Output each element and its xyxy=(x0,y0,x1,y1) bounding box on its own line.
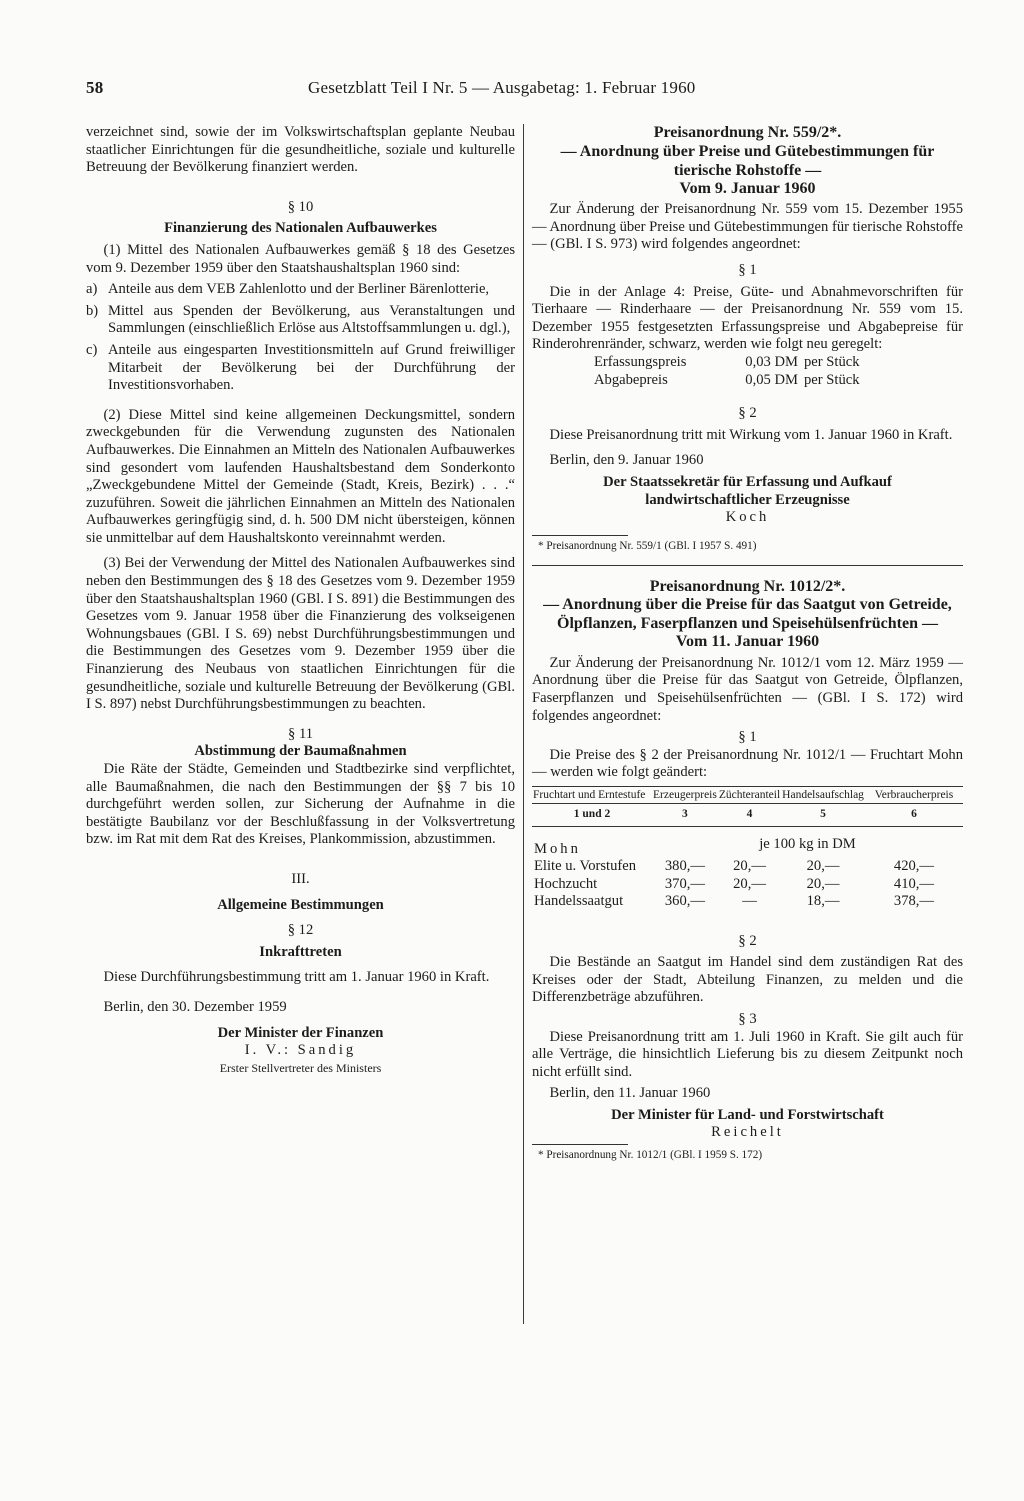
section-12-number: § 12 xyxy=(287,922,314,939)
column-header: Fruchtart und Erntestufe xyxy=(532,787,652,804)
order-1-authority: Der Staatssekretär für Erfassung und Aufkauf landwirtschaftlicher Erzeugnisse xyxy=(603,473,892,508)
order-1-title: Preisanordnung Nr. 559/2*. xyxy=(653,124,842,141)
section-10-paragraph-3: (3) Bei der Verwendung der Mittel des Nationalen Aufbauwerkes sind neben den Bestimmungen des § 18 des Gesetzes vom 9. Dezember 1959 über den Staatshaushaltsplan 1960 (GBl. I S. 891) die Bestimmungen des Gesetzes vom 9. Januar 1958 über die Finanzierung des volkseigenen Wohnungsbaues (GBl. I S. 69) nebst Durchführungsbestimmungen und die Bestimmungen des Gesetzes vom 9. Dezember 1959 über die Finanzierung des Neubaus von staatlichen Einrichtungen für die gesundheitliche, soziale und kulturelle Betreuung der Bevölkerung (GBl. I S. 897) nebst Durchführungsbestimmungen zu beachten. xyxy=(86,555,515,713)
order-2-authority: Der Minister für Land- und Forstwirtschaft xyxy=(611,1106,884,1123)
column-number: 6 xyxy=(865,804,963,827)
list-item: c) Anteile aus eingesparten Investitionsmitteln auf Grund freiwilliger Mitarbeit der Bevölkerung bei der Durchführung der Investitionsvorhaben. xyxy=(86,341,515,394)
footnote-rule xyxy=(532,1144,628,1145)
page-number: 58 xyxy=(86,78,104,97)
footnote-rule xyxy=(532,535,628,536)
price-unit: per Stück xyxy=(804,371,860,388)
order-1-section-2-number: § 2 xyxy=(738,405,757,422)
column-header: Handelsaufschlag xyxy=(781,787,865,804)
page-header xyxy=(86,78,956,102)
part-3-title: Allgemeine Bestimmungen xyxy=(217,896,384,913)
table-row: Elite u. Vorstufen 380,— 20,— 20,— 420,— xyxy=(534,858,935,875)
column-header: Züchteranteil xyxy=(718,787,781,804)
price-table xyxy=(532,786,963,911)
column-header: Verbraucherpreis xyxy=(865,787,963,804)
order-2-section-2-number: § 2 xyxy=(738,932,757,949)
authority: Der Minister der Finanzen xyxy=(217,1024,384,1041)
intro-paragraph: verzeichnet sind, sowie der im Volkswirtschaftsplan geplante Neubau staatlicher Einrichtungen für die gesundheitliche, soziale und kulturelle Betreuung der Bevölkerung finanziert werden. xyxy=(86,124,515,176)
price-value: 0,03 DM xyxy=(745,353,798,370)
table-unit-row xyxy=(532,826,963,858)
price-list xyxy=(594,354,963,389)
column-divider xyxy=(523,124,524,1324)
list-item: b) Mittel aus Spenden der Bevölkerung, aus Veranstaltungen und Sammlungen (einschließlich Erlöse aus Altstoffsammlungen u. dgl.), xyxy=(86,302,515,337)
order-1-section-2-text: Diese Preisanordnung tritt mit Wirkung vom 1. Januar 1960 in Kraft. xyxy=(549,426,953,443)
section-11-text: Die Räte der Städte, Gemeinden und Stadtbezirke sind verpflichtet, alle Baumaßnahmen, die nach den Bestimmungen der §§ 7 bis 10 durchgeführt werden sollen, zur Sicherung der Aufnahme in die bestätigte Baubilanz vor der Beschlußfassung in der Volksvertretung bzw. im Rat mit dem Rat des Kreises, Plankommission, abzustimmen. xyxy=(86,761,515,848)
price-unit: per Stück xyxy=(804,353,860,370)
table-number-row xyxy=(532,804,963,827)
price-value: 0,05 DM xyxy=(745,371,798,388)
section-10-paragraph-1: (1) Mittel des Nationalen Aufbauwerkes gemäß § 18 des Gesetzes vom 9. Dezember 1959 über den Staatshaushaltsplan 1960 sind: xyxy=(86,241,515,276)
section-12-title: Inkrafttreten xyxy=(259,943,342,960)
column-number: 5 xyxy=(781,804,865,827)
price-label: Abgabepreis xyxy=(594,371,668,388)
order-2-signer: Reichelt xyxy=(711,1124,784,1141)
order-2-date: Vom 11. Januar 1960 xyxy=(675,633,820,651)
column-number: 4 xyxy=(718,804,781,827)
part-3-number: III. xyxy=(291,870,310,887)
order-2-place-date: Berlin, den 11. Januar 1960 xyxy=(549,1085,711,1102)
order-2-section-1-text: Die Preise des § 2 der Preisanordnung Nr. 1012/1 — Fruchtart Mohn — werden wie folgt geändert: xyxy=(532,746,963,781)
section-11-number: § 11 xyxy=(288,725,313,742)
order-1-subtitle: — Anordnung über Preise und Gütebestimmungen für tierische Rohstoffe — xyxy=(560,142,935,179)
signer: I. V.: Sandig xyxy=(244,1042,357,1059)
price-label: Erfassungspreis xyxy=(594,353,687,370)
order-2-section-2-text: Die Bestände an Saatgut im Handel sind dem zuständigen Rat des Kreises oder der Stadt, Abteilung Finanzen, zu melden und die Differenzbeträge abzuführen. xyxy=(532,954,963,1006)
place-date: Berlin, den 30. Dezember 1959 xyxy=(103,998,287,1015)
right-column xyxy=(532,124,963,1162)
section-11-title: Abstimmung der Baumaßnahmen xyxy=(194,743,407,760)
signer-role: Erster Stellvertreter des Ministers xyxy=(219,1060,382,1075)
unit-note: je 100 kg in DM xyxy=(759,835,856,852)
column-header: Erzeugerpreis xyxy=(652,787,718,804)
section-12-text: Diese Durchführungsbestimmung tritt am 1. Januar 1960 in Kraft. xyxy=(103,969,490,986)
table-header-row xyxy=(532,787,963,804)
order-2-section-3-text: Diese Preisanordnung tritt am 1. Juli 1960 in Kraft. Sie gilt auch für alle Verträge, die hinsichtlich Lieferung bis zu diesem Zeitpunkt noch nicht erfüllt sind. xyxy=(532,1028,963,1080)
group-label: Mohn xyxy=(534,840,581,857)
order-1-footnote: * Preisanordnung Nr. 559/1 (GBl. I 1957 S. 491) xyxy=(538,539,757,552)
section-10-paragraph-2: (2) Diese Mittel sind keine allgemeinen Deckungsmittel, sondern zweckgebunden für die Verwendung zugunsten des Nationalen Aufbauwerkes. Die Einnahmen an Mitteln des Nationalen Aufbauwerkes sind gesondert vom laufenden Haushaltsbestand dem Sonderkonto „Zweckgebundene Mittel der Gemeinde (Stadt, Kreis, Bezirk) . . .“ zuzuführen. Soweit die jährlichen Einnahmen an Mitteln des Nationalen Aufbauwerkes geringfügig sind, d. h. 500 DM nicht übersteigen, können sie unmittelbar auf dem Haushaltskonto vereinnahmt werden. xyxy=(86,406,515,546)
left-column xyxy=(86,124,515,1077)
order-1-intro: Zur Änderung der Preisanordnung Nr. 559 vom 15. Dezember 1955 — Anordnung über Preise und Gütebestimmungen für tierische Rohstoffe — (GBl. I S. 973) wird folgendes angeordnet: xyxy=(532,201,963,253)
order-2-section-3-number: § 3 xyxy=(738,1010,757,1027)
order-1-signer: Koch xyxy=(725,509,770,526)
order-1-date: Vom 9. Januar 1960 xyxy=(679,179,816,197)
order-2-footnote: * Preisanordnung Nr. 1012/1 (GBl. I 1959 S. 172) xyxy=(538,1149,763,1162)
column-number: 3 xyxy=(652,804,718,827)
order-2-intro: Zur Änderung der Preisanordnung Nr. 1012/1 vom 12. März 1959 — Anordnung über die Preise für das Saatgut von Getreide, Ölpflanzen, Faserpflanzen und Speisehülsenfrüchten — (GBl. I S. 172) wird folgendes angeordnet: xyxy=(532,654,963,724)
table-row: Handelssaatgut 360,— — 18,— 378,— xyxy=(534,893,935,910)
table-row: Hochzucht 370,— 20,— 20,— 410,— xyxy=(534,875,935,892)
section-10-title: Finanzierung des Nationalen Aufbauwerkes xyxy=(164,220,437,237)
order-2-section-1-number: § 1 xyxy=(738,729,757,746)
order-1-section-1-number: § 1 xyxy=(738,261,757,278)
order-2-subtitle: — Anordnung über die Preise für das Saatgut von Getreide, Ölpflanzen, Faserpflanzen und Speisehülsenfrüchten — xyxy=(543,596,952,633)
order-2-title: Preisanordnung Nr. 1012/2*. xyxy=(649,577,846,595)
section-10-number: § 10 xyxy=(287,198,314,215)
list-item: a) Anteile aus dem VEB Zahlenlotto und der Berliner Bärenlotterie, xyxy=(86,281,490,298)
gazette-title: Gesetzblatt Teil I Nr. 5 — Ausgabetag: 1. Februar 1960 xyxy=(308,78,696,97)
order-1-place-date: Berlin, den 9. Januar 1960 xyxy=(549,452,704,469)
order-1-section-1-text: Die in der Anlage 4: Preise, Güte- und Abnahmevorschriften für Tierhaare — Rinderhaare — der Preisanordnung Nr. 559 vom 15. Dezember 1955 festgesetzten Erfassungspreise und Abgabepreise für Rinderohrenränder, schwarz, werden wie folgt neu geregelt: xyxy=(532,283,963,353)
column-number: 1 und 2 xyxy=(532,804,652,827)
